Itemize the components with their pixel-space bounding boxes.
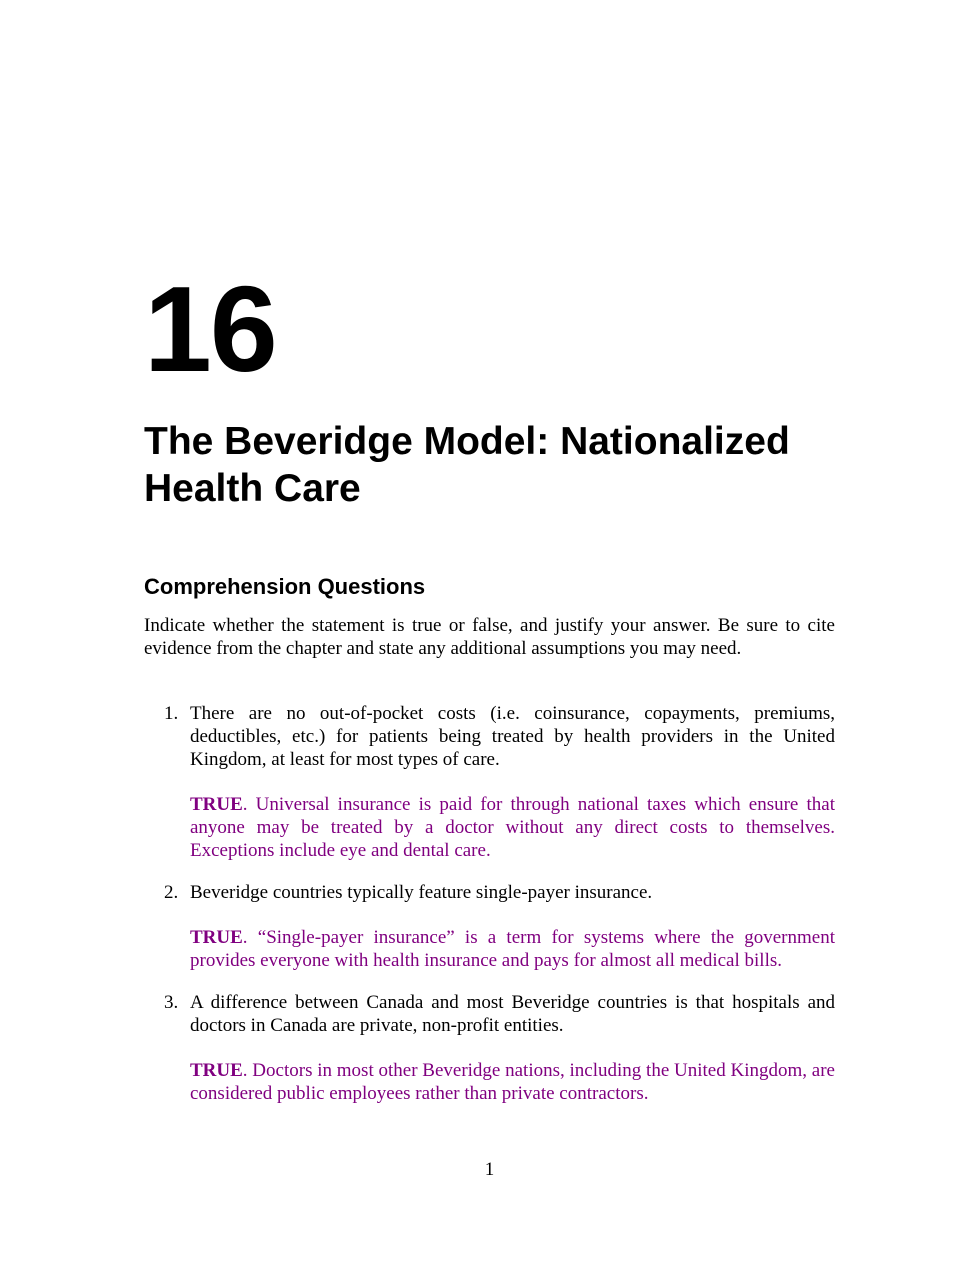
answer [190, 793, 835, 862]
answer-label: TRUE [190, 1060, 243, 1081]
chapter-number: 16 [144, 261, 276, 397]
question-text: Beveridge countries typically feature single-payer insurance. [190, 882, 653, 903]
answer-label: TRUE [190, 927, 243, 948]
chapter-title: The Beveridge Model: Nationalized Health Care [144, 420, 790, 510]
question-text: A difference between Canada and most Beveridge countries is that hospitals and doctors in Canada are private, non-profit entities. [190, 992, 835, 1036]
question-list [144, 702, 835, 1105]
section-heading: Comprehension Questions [144, 574, 426, 599]
question-text: There are no out-of-pocket costs (i.e. coinsurance, copayments, premiums, deductibles, etc.) for patients being treated by health providers in the United Kingdom, at least for most types of care. [190, 703, 835, 770]
question-item [144, 702, 835, 862]
answer-text: . Universal insurance is paid for through national taxes which ensure that anyone may be treated by a doctor without any direct costs to themselves. Exceptions include eye and dental care. [190, 794, 835, 861]
question-number: 1. [164, 703, 179, 724]
question-number: 2. [164, 882, 179, 903]
section-intro: Indicate whether the statement is true or false, and justify your answer. Be sure to cite evidence from the chapter and state any additional assumptions you may need. [144, 615, 835, 659]
question-number: 3. [164, 992, 179, 1013]
answer [190, 1059, 835, 1105]
answer-text: . “Single-payer insurance” is a term for systems where the government provides everyone with health insurance and pays for almost all medical bills. [190, 927, 835, 971]
answer-label: TRUE [190, 794, 243, 815]
question-item [144, 991, 835, 1105]
answer-text: . Doctors in most other Beveridge nations, including the United Kingdom, are considered public employees rather than private contractors. [190, 1060, 835, 1104]
page-number: 1 [484, 1159, 495, 1180]
question-item [144, 881, 835, 972]
answer [190, 926, 835, 972]
